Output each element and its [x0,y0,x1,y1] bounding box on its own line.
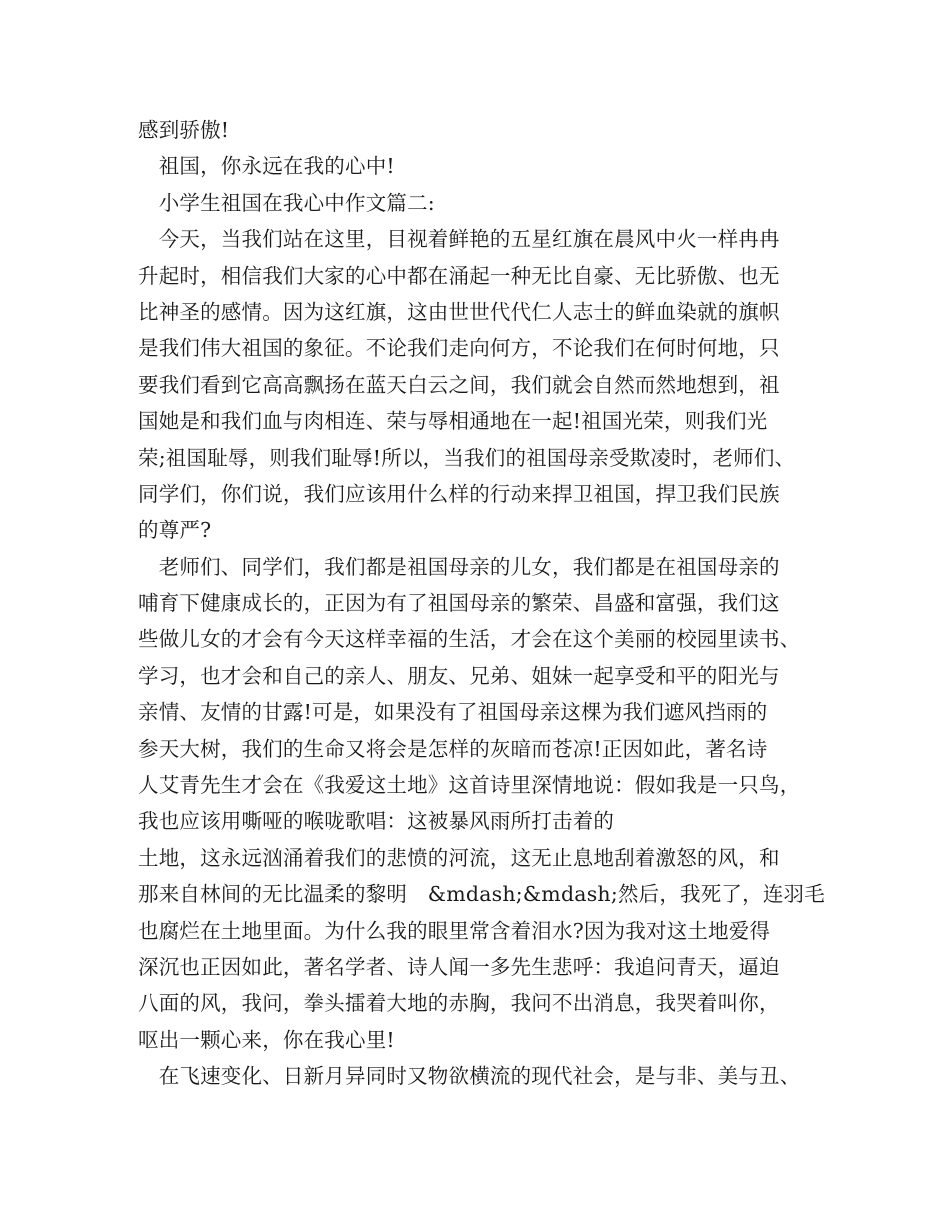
text-line: 那来自林间的无比温柔的黎明 &mdash;&mdash;然后，我死了，连羽毛 [138,882,825,907]
text-line: 是我们伟大祖国的象征。不论我们走向何方，不论我们在何时何地，只 [138,336,780,361]
text-line: 比神圣的感情。因为这红旗，这由世世代代仁人志士的鲜血染就的旗帜 [138,299,780,324]
text-line: 些做儿女的才会有今天这样幸福的生活，才会在这个美丽的校园里读书、 [138,627,801,652]
text-line: 感到骄傲! [138,118,230,142]
text-line: 在飞速变化、日新月异同时又物欲横流的现代社会，是与非、美与丑、 [138,1064,801,1089]
text-line: 老师们、同学们，我们都是祖国母亲的儿女，我们都是在祖国母亲的 [138,554,780,579]
text-line: 的尊严? [138,518,212,543]
text-line: 我也应该用嘶哑的喉咙歌唱：这被暴风雨所打击着的 [138,809,615,834]
text-line: 土地，这永远汹涌着我们的悲愤的河流，这无止息地刮着激怒的风，和 [138,845,780,870]
document-page [138,112,828,1095]
text-line: 哺育下健康成长的，正因为有了祖国母亲的繁荣、昌盛和富强，我们这 [138,591,780,616]
text-line: 要我们看到它高高飘扬在蓝天白云之间，我们就会自然而然地想到，祖 [138,372,780,397]
text-line: 小学生祖国在我心中作文篇二: [138,190,435,215]
text-line: 荣;祖国耻辱，则我们耻辱!所以，当我们的祖国母亲受欺凌时，老师们、 [138,445,796,470]
text-line: 呕出一颗心来，你在我心里! [138,1027,395,1052]
text-line: 深沉也正因如此，著名学者、诗人闻一多先生悲呼：我追问青天，逼迫 [138,954,780,979]
text-line: 参天大树，我们的生命又将会是怎样的灰暗而苍凉!正因如此，著名诗 [138,736,768,761]
text-line: 祖国，你永远在我的心中! [138,154,395,179]
text-line: 国她是和我们血与肉相连、荣与辱相通地在一起!祖国光荣，则我们光 [138,409,768,434]
text-line: 同学们，你们说，我们应该用什么样的行动来捍卫祖国，捍卫我们民族 [138,481,780,506]
text-line: 升起时，相信我们大家的心中都在涌起一种无比自豪、无比骄傲、也无 [138,263,780,288]
text-line: 人艾青先生才会在《我爱这土地》这首诗里深情地说：假如我是一只鸟， [138,773,801,798]
text-line: 今天，当我们站在这里，目视着鲜艳的五星红旗在晨风中火一样冉冉 [138,227,780,252]
text-line: 八面的风，我问，拳头擂着大地的赤胸，我问不出消息，我哭着叫你， [138,991,780,1016]
text-line: 学习，也才会和自己的亲人、朋友、兄弟、姐妹一起享受和平的阳光与 [138,663,780,688]
text-line: 也腐烂在土地里面。为什么我的眼里常含着泪水?因为我对这土地爱得 [138,918,771,943]
text-line: 亲情、友情的甘露!可是，如果没有了祖国母亲这棵为我们遮风挡雨的 [138,700,768,725]
